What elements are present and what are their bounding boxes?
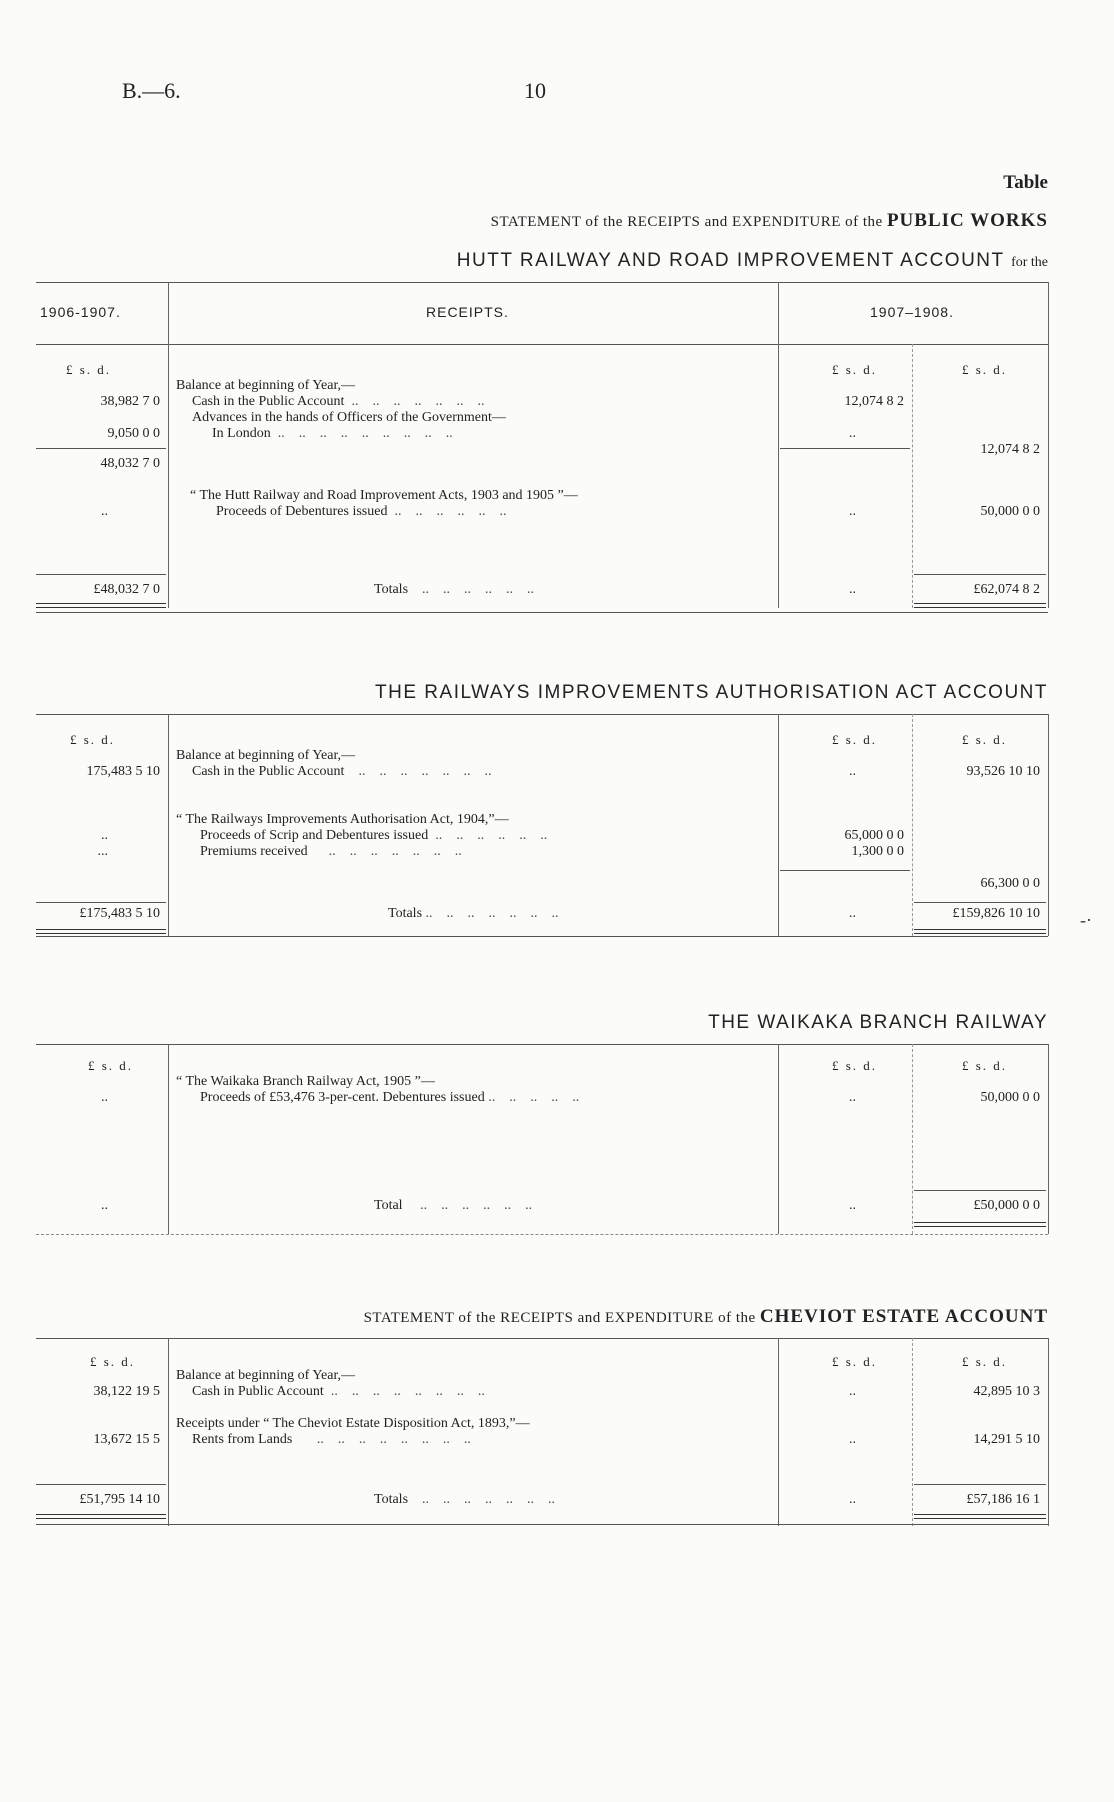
hutt-right-double-rule	[914, 603, 1046, 608]
cheviot-right-rents: 14,291 5 10	[973, 1432, 1040, 1447]
waikaka-right-debentures: 50,000 0 0	[980, 1090, 1040, 1105]
hutt-right-total-rule	[914, 574, 1046, 575]
cheviot-right-border	[1048, 1338, 1049, 1526]
hutt-acts-label: “ The Hutt Railway and Road Improvement Acts, 1903 and 1905 ”—	[190, 488, 578, 503]
railways-mid-premiums: 1,300 0 0	[851, 844, 904, 859]
hutt-totals-line: Totals .. .. .. .. .. ..	[374, 582, 535, 597]
cheviot-right-double-rule	[914, 1514, 1046, 1519]
waikaka-col-divider-3	[912, 1044, 913, 1234]
hutt-top-rule	[36, 282, 1048, 283]
railways-mid-total: ..	[849, 906, 856, 921]
hutt-debentures-label: Proceeds of Debentures issued	[216, 504, 388, 519]
waikaka-lsd-right: £ s. d.	[962, 1058, 1008, 1073]
cheviot-rents-label: Rents from Lands	[192, 1432, 293, 1447]
railways-right-double-rule	[914, 929, 1046, 934]
margin-mark: ‑·	[1080, 910, 1092, 930]
hutt-left-total: £48,032 7 0	[93, 582, 160, 597]
railways-left-scrip: ..	[101, 828, 108, 843]
statement-emphasis: PUBLIC WORKS	[886, 210, 1048, 231]
waikaka-right-border	[1048, 1044, 1049, 1234]
railways-act-label: “ The Railways Improvements Authorisation Act, 1904,”—	[176, 812, 509, 827]
cheviot-col-divider-1	[168, 1338, 169, 1526]
waikaka-debentures-label: Proceeds of £53,476 3-per-cent. Debentures issued	[200, 1090, 485, 1105]
railways-premiums-label: Premiums received	[200, 844, 308, 859]
railways-right-cash: 93,526 10 10	[966, 764, 1040, 779]
page-number: 10	[524, 78, 546, 103]
hutt-bottom-rule	[36, 612, 1048, 613]
hutt-right-border	[1048, 282, 1049, 608]
hutt-mid-subtotal-rule	[780, 448, 910, 449]
cheviot-col-divider-2	[778, 1338, 779, 1526]
cheviot-right-cash: 42,895 10 3	[973, 1384, 1040, 1399]
hutt-left-subtotal: 48,032 7 0	[100, 456, 160, 471]
hutt-london-label: In London	[212, 426, 271, 441]
hutt-right-total: £62,074 8 2	[973, 582, 1040, 597]
waikaka-col-divider-2	[778, 1044, 779, 1234]
railways-bottom-rule	[36, 936, 1048, 937]
hutt-header-rule	[36, 344, 1048, 345]
railways-balance-heading: Balance at beginning of Year,—	[176, 748, 356, 763]
page-reference: B.—6.	[122, 78, 181, 103]
railways-left-total: £175,483 5 10	[79, 906, 160, 921]
waikaka-bottom-rule	[36, 1234, 1048, 1235]
cheviot-left-total-rule	[36, 1484, 166, 1485]
waikaka-mid-total: ..	[849, 1198, 856, 1213]
hutt-totals-label: Totals	[374, 582, 409, 597]
hutt-col-divider-3	[912, 344, 913, 608]
railways-left-cash: 175,483 5 10	[86, 764, 160, 779]
hutt-right-debentures: 50,000 0 0	[980, 504, 1040, 519]
hutt-balance-heading: Balance at beginning of Year,—	[176, 378, 356, 393]
statement-prefix: STATEMENT of the RECEIPTS and EXPENDITURE of the	[490, 214, 883, 230]
cheviot-totals-line: Totals .. .. .. .. .. .. ..	[374, 1492, 556, 1507]
table-label: Table	[1003, 172, 1048, 193]
waikaka-col-divider-1	[168, 1044, 169, 1234]
railways-left-premiums: ...	[97, 844, 108, 859]
railways-mid-cash: ..	[849, 764, 856, 779]
waikaka-top-rule	[36, 1044, 1048, 1045]
railways-top-rule	[36, 714, 1048, 715]
cheviot-mid-cash: ..	[849, 1384, 856, 1399]
cheviot-mid-total: ..	[849, 1492, 856, 1507]
railways-col-divider-2	[778, 714, 779, 936]
hutt-mid-london: ..	[849, 426, 856, 441]
cheviot-left-double-rule	[36, 1514, 166, 1519]
waikaka-total-line: Total .. .. .. .. .. ..	[374, 1198, 533, 1213]
hutt-left-debentures: ..	[101, 504, 108, 519]
waikaka-act-label: “ The Waikaka Branch Railway Act, 1905 ”—	[176, 1074, 435, 1089]
railways-mid-subtotal-rule	[780, 870, 910, 871]
cheviot-receipts-heading: Receipts under “ The Cheviot Estate Disposition Act, 1893,”—	[176, 1416, 530, 1431]
railways-scrip-line: Proceeds of Scrip and Debentures issued .. .. .. .. .. ..	[200, 828, 548, 843]
hutt-left-double-rule	[36, 603, 166, 608]
cheviot-heading-prefix: STATEMENT of the RECEIPTS and EXPENDITURE of the	[363, 1310, 756, 1326]
railways-right-border	[1048, 714, 1049, 936]
cheviot-lsd-left: £ s. d.	[90, 1354, 136, 1369]
cheviot-col-divider-3	[912, 1338, 913, 1526]
hutt-advances-label: Advances in the hands of Officers of the Government—	[192, 410, 506, 425]
hutt-lsd-right: £ s. d.	[962, 362, 1008, 377]
hutt-london-line: In London .. .. .. .. .. .. .. .. ..	[212, 426, 453, 441]
hutt-right-subtotal: 12,074 8 2	[980, 442, 1040, 457]
railways-mid-scrip: 65,000 0 0	[844, 828, 904, 843]
hutt-left-cash: 38,982 7 0	[100, 394, 160, 409]
cheviot-cash-label: Cash in Public Account	[192, 1384, 324, 1399]
cheviot-left-cash: 38,122 19 5	[93, 1384, 160, 1399]
hutt-title-suffix: for the	[1011, 255, 1048, 270]
hutt-left-london: 9,050 0 0	[107, 426, 160, 441]
waikaka-title: THE WAIKAKA BRANCH RAILWAY	[708, 1012, 1048, 1033]
hutt-year-left: 1906-1907.	[40, 304, 121, 320]
hutt-year-right: 1907–1908.	[870, 304, 954, 320]
cheviot-right-total-rule	[914, 1484, 1046, 1485]
cheviot-heading-emphasis: CHEVIOT ESTATE ACCOUNT	[759, 1306, 1048, 1327]
waikaka-right-total-rule	[914, 1190, 1046, 1191]
railways-left-total-rule	[36, 902, 166, 903]
cheviot-heading	[364, 1306, 1048, 1328]
hutt-mid-cash: 12,074 8 2	[844, 394, 904, 409]
hutt-col-divider-2	[778, 282, 779, 608]
hutt-debentures-line: Proceeds of Debentures issued .. .. .. .. .. ..	[216, 504, 507, 519]
waikaka-debentures-line: Proceeds of £53,476 3-per-cent. Debentures issued .. .. .. .. ..	[200, 1090, 580, 1105]
cheviot-cash-line: Cash in Public Account .. .. .. .. .. .. .. ..	[192, 1384, 485, 1399]
waikaka-right-total: £50,000 0 0	[973, 1198, 1040, 1213]
cheviot-balance-heading: Balance at beginning of Year,—	[176, 1368, 356, 1383]
cheviot-totals-label: Totals	[374, 1492, 409, 1507]
waikaka-total-label: Total	[374, 1198, 403, 1213]
railways-left-double-rule	[36, 929, 166, 934]
railways-right-subtotal: 66,300 0 0	[980, 876, 1040, 891]
hutt-cash-label: Cash in the Public Account	[192, 394, 345, 409]
railways-right-total-rule	[914, 902, 1046, 903]
cheviot-bottom-rule	[36, 1524, 1048, 1525]
railways-col-divider-1	[168, 714, 169, 936]
railways-title: THE RAILWAYS IMPROVEMENTS AUTHORISATION ACT ACCOUNT	[375, 682, 1048, 703]
cheviot-top-rule	[36, 1338, 1048, 1339]
hutt-col-divider-1	[168, 282, 169, 608]
hutt-cash-line: Cash in the Public Account .. .. .. .. .. .. ..	[192, 394, 485, 409]
railways-lsd-left: £ s. d.	[70, 732, 116, 747]
hutt-title	[457, 250, 1048, 272]
cheviot-left-rents: 13,672 15 5	[93, 1432, 160, 1447]
hutt-lsd-mid: £ s. d.	[832, 362, 878, 377]
railways-lsd-right: £ s. d.	[962, 732, 1008, 747]
hutt-left-subtotal-rule	[36, 448, 166, 449]
waikaka-mid-debentures: ..	[849, 1090, 856, 1105]
cheviot-right-total: £57,186 16 1	[966, 1492, 1040, 1507]
hutt-lsd-left: £ s. d.	[66, 362, 112, 377]
waikaka-lsd-mid: £ s. d.	[832, 1058, 878, 1073]
railways-scrip-label: Proceeds of Scrip and Debentures issued	[200, 828, 429, 843]
railways-premiums-line: Premiums received .. .. .. .. .. .. ..	[200, 844, 462, 859]
railways-cash-line: Cash in the Public Account .. .. .. .. .. .. ..	[192, 764, 492, 779]
cheviot-lsd-mid: £ s. d.	[832, 1354, 878, 1369]
railways-col-divider-3	[912, 714, 913, 936]
cheviot-lsd-right: £ s. d.	[962, 1354, 1008, 1369]
statement-heading-public-works	[491, 210, 1048, 232]
hutt-left-total-rule	[36, 574, 166, 575]
railways-totals-label: Totals	[388, 906, 423, 921]
hutt-receipts-heading: RECEIPTS.	[426, 304, 509, 320]
waikaka-right-double-rule	[914, 1222, 1046, 1227]
cheviot-left-total: £51,795 14 10	[79, 1492, 160, 1507]
waikaka-left-total: ..	[101, 1198, 108, 1213]
railways-cash-label: Cash in the Public Account	[192, 764, 345, 779]
hutt-title-text: HUTT RAILWAY AND ROAD IMPROVEMENT ACCOUNT	[456, 250, 1005, 271]
railways-totals-line: Totals .. .. .. .. .. .. ..	[388, 906, 559, 921]
waikaka-left-debentures: ..	[101, 1090, 108, 1105]
cheviot-mid-rents: ..	[849, 1432, 856, 1447]
cheviot-rents-line: Rents from Lands .. .. .. .. .. .. .. ..	[192, 1432, 471, 1447]
railways-right-total: £159,826 10 10	[952, 906, 1040, 921]
hutt-mid-debentures: ..	[849, 504, 856, 519]
hutt-mid-total: ..	[849, 582, 856, 597]
railways-lsd-mid: £ s. d.	[832, 732, 878, 747]
waikaka-lsd-left: £ s. d.	[88, 1058, 134, 1073]
